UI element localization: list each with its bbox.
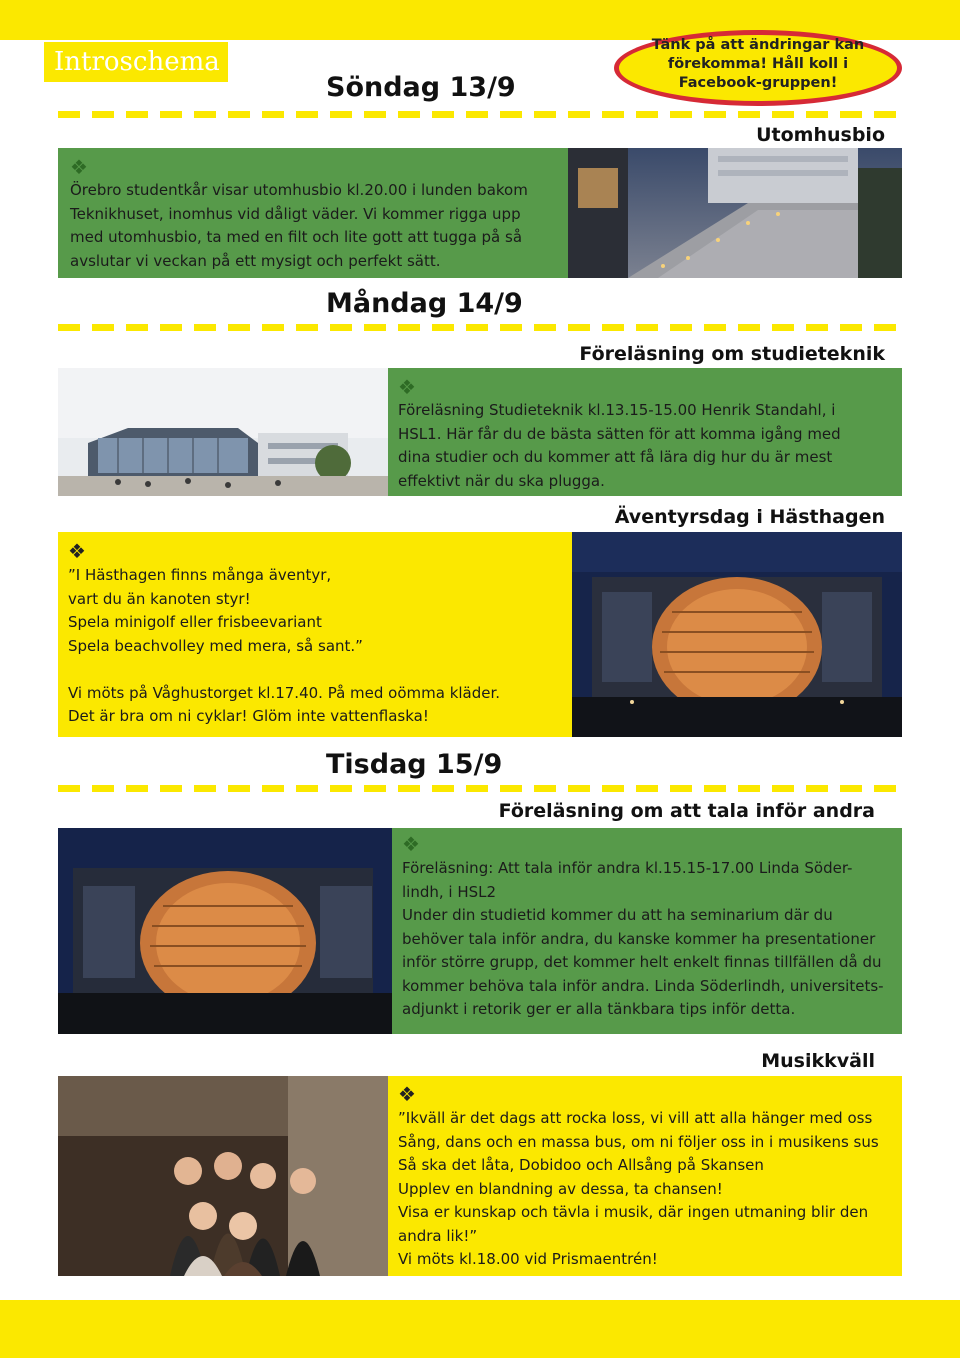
event-box-study-technique [388,368,902,496]
text-line [68,658,500,682]
bottom-yellow-band [0,1300,960,1358]
text-line: HSL1. Här får du de bästa sätten för att komma igång med [398,424,841,443]
text-line: Upplev en blandning av dessa, ta chansen! [398,1179,723,1198]
text-line: Sång, dans och en massa bus, om ni följer oss in i musikens sus [398,1132,879,1151]
text-line: Så ska det låta, Dobidoo och Allsång på Skansen [398,1156,764,1174]
text-line: lindh, i HSL2 [402,882,497,901]
photo-outdoor-stairs [568,148,902,278]
photo-group-of-students [58,1076,388,1276]
text-line: Föreläsning Studieteknik kl.13.15-15.00 Henrik Standahl, i [398,401,836,419]
ornament-icon: ❖ [398,375,416,399]
dashed-divider [58,111,903,118]
ornament-icon: ❖ [402,832,420,856]
text-line: behöver tala inför andra, du kanske kommer ha presentationer [402,929,876,948]
photo-night-building-2 [58,828,392,1034]
event-text-adventure-day [68,564,500,729]
event-heading-study-technique: Föreläsning om studieteknik [579,343,885,365]
text-line: effektivt när du ska plugga. [398,471,605,490]
event-heading-music-night: Musikkväll [761,1050,875,1072]
day-heading-tuesday: Tisdag 15/9 [326,749,503,780]
event-text-music-night [398,1107,879,1272]
text-line: Vi möts på Våghustorget kl.17.40. På med oömma kläder. [68,683,501,702]
text-line: vart du än kanoten styr! [68,589,251,608]
event-box-public-speaking [392,828,902,1034]
ornament-icon: ❖ [70,155,88,179]
dashed-divider [58,324,903,331]
text-line: Föreläsning: Att tala inför andra kl.15.15-17.00 Linda Söder- [402,859,853,877]
event-heading-outdoor-cinema: Utomhusbio [756,124,885,146]
text-line: kommer behöva tala inför andra. Linda Söderlindh, universitets- [402,976,884,995]
text-line: Örebro studentkår visar utomhusbio kl.20.00 i lunden bakom [70,181,528,199]
event-text-public-speaking [402,857,884,1022]
text-line: ”Ikväll är det dags att rocka loss, vi vill att alla hänger med oss [398,1109,873,1127]
text-line: adjunkt i retorik ger er alla tänkbara tips inför detta. [402,1000,796,1018]
text-line: inför större grupp, det kommer helt enkelt finnas tillfällen då du [402,953,882,971]
text-line: Visa er kunskap och tävla i musik, där ingen utmaning blir den [398,1203,869,1221]
title-box [44,42,228,82]
text-line: Spela minigolf eller frisbeevariant [68,613,322,631]
text-line: dina studier och du kommer att få lära dig hur du är mest [398,448,833,466]
change-note: Tänk på att ändringar kan förekomma! Håll koll i Facebook-gruppen! [651,37,865,91]
text-line: Vi möts kl.18.00 vid Prismaentrén! [398,1250,658,1268]
photo-campus-building [58,368,388,496]
day-heading-sunday: Söndag 13/9 [326,72,516,103]
text-line: Spela beachvolley med mera, så sant.” [68,636,363,655]
text-line: avslutar vi veckan på ett mysigt och perfekt sätt. [70,251,441,270]
text-line: med utomhusbio, ta med en filt och lite gott att tugga på så [70,228,523,246]
event-box-music-night [388,1076,902,1276]
event-heading-adventure-day: Äventyrsdag i Hästhagen [614,506,885,528]
ornament-icon: ❖ [68,539,86,563]
ornament-icon: ❖ [398,1082,416,1106]
event-box-outdoor-cinema [58,148,568,278]
text-line: Teknikhuset, inomhus vid dåligt väder. Vi kommer rigga upp [70,204,521,223]
day-heading-monday: Måndag 14/9 [326,288,523,319]
event-box-adventure-day [58,532,572,737]
text-line: Under din studietid kommer du att ha seminarium där du [402,906,833,924]
event-text-study-technique [398,399,841,493]
text-line: andra lik!” [398,1226,478,1245]
dashed-divider [58,785,903,792]
text-line: Det är bra om ni cyklar! Glöm inte vattenflaska! [68,707,429,725]
photo-night-building [572,532,902,737]
text-line: ”I Hästhagen finns många äventyr, [68,566,332,584]
event-heading-public-speaking: Föreläsning om att tala inför andra [498,800,875,822]
event-text-outdoor-cinema [70,179,528,273]
page-title: Introschema [54,47,220,77]
